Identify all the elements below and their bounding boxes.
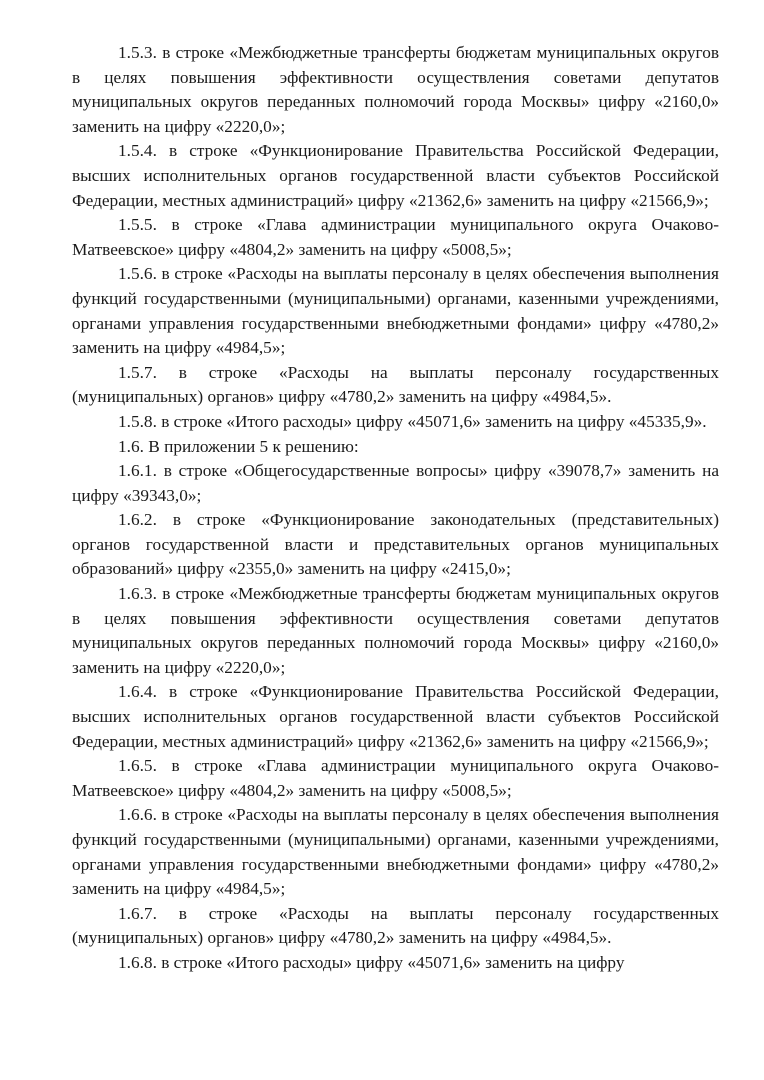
item-1-5-6: 1.5.6. в строке «Расходы на выплаты персоналу в целях обеспечения выполнения функций государственными (муниципальными) органами, казенными учреждениями, органами управления государственными внебюджетными фондами» цифру «4780,2» заменить на цифру «4984,5»; (72, 264, 719, 358)
item-1-5-5: 1.5.5. в строке «Глава администрации муниципального округа Очаково-Матвеевское» цифру «4804,2» заменить на цифру «5008,5»; (72, 215, 719, 259)
item-1-5-7: 1.5.7. в строке «Расходы на выплаты персоналу государственных (муниципальных) органов» цифру «4780,2» заменить на цифру «4984,5». (72, 362, 719, 407)
item-1-6-8: 1.6.8. в строке «Итого расходы» цифру «45071,6» заменить на цифру (118, 952, 625, 972)
section-1-6-heading: 1.6. В приложении 5 к решению: (118, 436, 359, 456)
item-1-6-5: 1.6.5. в строке «Глава администрации муниципального округа Очаково-Матвеевское» цифру «4804,2» заменить на цифру «5008,5»; (72, 756, 719, 800)
item-1-6-7: 1.6.7. в строке «Расходы на выплаты персоналу государственных (муниципальных) органов» цифру «4780,2» заменить на цифру «4984,5». (72, 903, 719, 948)
item-1-6-1: 1.6.1. в строке «Общегосударственные вопросы» цифру «39078,7» заменить на цифру «39343,0»; (72, 461, 719, 505)
document-body (72, 41, 719, 976)
item-1-5-4: 1.5.4. в строке «Функционирование Правительства Российской Федерации, высших исполнительных органов государственной власти субъектов Российской Федерации, местных администраций» цифру «21362,6» заменить на цифру «21566,9»; (72, 141, 719, 210)
item-1-6-2: 1.6.2. в строке «Функционирование законодательных (представительных) органов государственной власти и представительных органов муниципальных образований» цифру «2355,0» заменить на цифру «2415,0»; (72, 510, 719, 579)
item-1-5-3: 1.5.3. в строке «Межбюджетные трансферты бюджетам муниципальных округов в целях повышения эффективности осуществления советами депутатов муниципальных округов переданных полномочий города Москвы» цифру «2160,0» заменить на цифру «2220,0»; (72, 43, 719, 136)
item-1-6-6: 1.6.6. в строке «Расходы на выплаты персоналу в целях обеспечения выполнения функций государственными (муниципальными) органами, казенными учреждениями, органами управления государственными внебюджетными фондами» цифру «4780,2» заменить на цифру «4984,5»; (72, 805, 719, 899)
item-1-6-4: 1.6.4. в строке «Функционирование Правительства Российской Федерации, высших исполнительных органов государственной власти субъектов Российской Федерации, местных администраций» цифру «21362,6» заменить на цифру «21566,9»; (72, 682, 719, 751)
item-1-5-8: 1.5.8. в строке «Итого расходы» цифру «45071,6» заменить на цифру «45335,9». (118, 411, 707, 431)
item-1-6-3: 1.6.3. в строке «Межбюджетные трансферты бюджетам муниципальных округов в целях повышения эффективности осуществления советами депутатов муниципальных округов переданных полномочий города Москвы» цифру «2160,0» заменить на цифру «2220,0»; (72, 584, 719, 677)
